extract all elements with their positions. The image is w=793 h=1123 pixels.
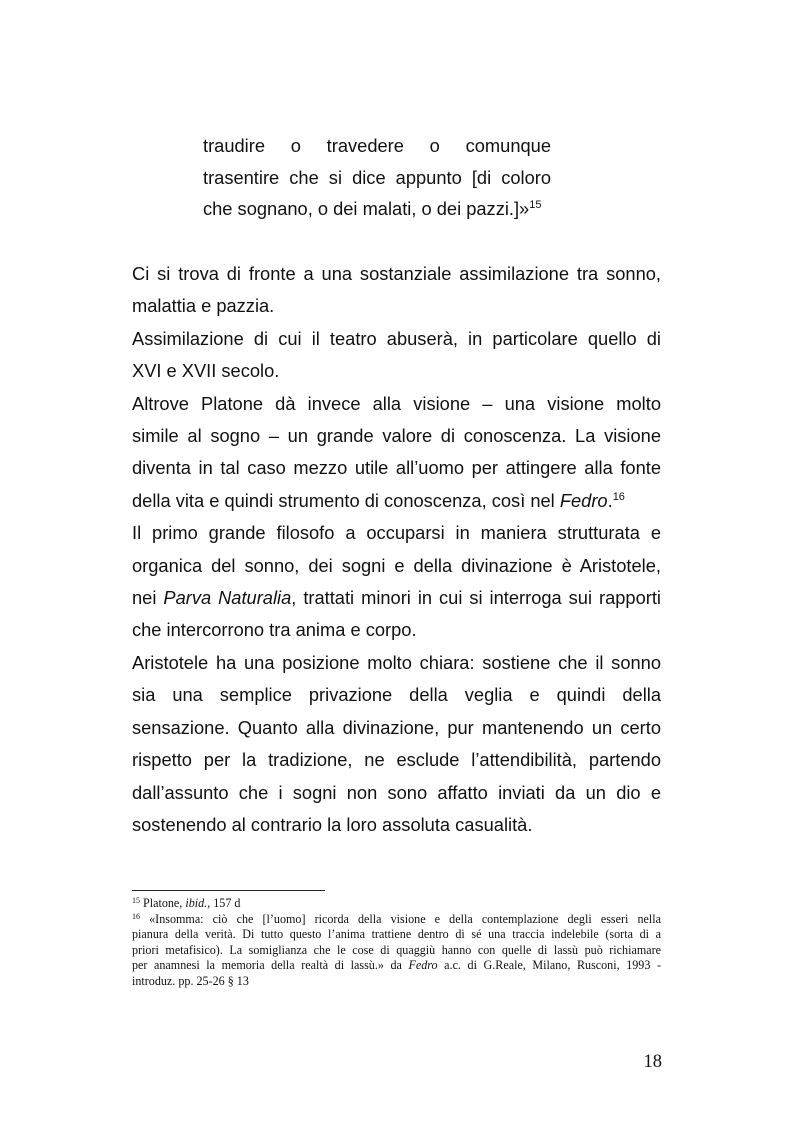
body-text (132, 258, 661, 841)
paragraph-line: Il primo grande filosofo a occuparsi in maniera strutturata e (132, 522, 661, 544)
footnote-16-line: pianura della verità. Di tutto questo l’anima trattiene dentro di sé una traccia indelebile (sorta di a (132, 927, 661, 941)
quote-line: che sognano, o dei malati, o dei pazzi.]»$^{15}$ (203, 198, 542, 219)
paragraph-line: che intercorrono tra anima e corpo. (132, 619, 417, 641)
paragraph-line: Aristotele ha una posizione molto chiara: sostiene che il sonno (132, 651, 661, 673)
work-title-fedro: Fedro (559, 489, 608, 511)
paragraph-line: dall’assunto che i sogni non sono affatto inviati da un dio e (132, 781, 661, 803)
paragraph-line: rispetto per la tradizione, ne esclude l’attendibilità, partendo (132, 749, 661, 771)
footnote-ref-15[interactable]: 15 (529, 199, 542, 211)
footnote-ref-16[interactable]: 16 (612, 490, 625, 503)
quote-line: traudire o travedere o comunque (203, 135, 551, 156)
paragraph-line: Assimilazione di cui il teatro abuserà, in particolare quello di (132, 327, 661, 349)
quote-line: trasentire che si dice appunto [di coloro (203, 166, 551, 188)
page-number: 18 (643, 1052, 662, 1072)
paragraph-line: organica del sonno, dei sogni e della divinazione è Aristotele, (132, 554, 661, 576)
paragraph-line: sostenendo al contrario la loro assoluta casualità. (132, 813, 533, 835)
paragraph-line: XVI e XVII secolo. (132, 360, 280, 382)
paragraph-line: Altrove Platone dà invece alla visione – una visione molto (132, 392, 661, 414)
footnote-16-line: per anamnesi la memoria della realtà di lassù.» da Fedro a.c. di G.Reale, Milano, Rusconi, 1993 - (132, 958, 661, 972)
work-title-parva-naturalia: Parva Naturalia (163, 587, 292, 609)
paragraph-line: della vita e quindi strumento di conoscenza, così nel Fedro.$^{16}$ (132, 489, 625, 511)
paragraph-line: malattia e pazzia. (132, 295, 275, 317)
paragraph-line: diventa in tal caso mezzo utile all’uomo per attingere alla fonte (132, 457, 661, 479)
paragraph-line: sia una semplice privazione della veglia e quindi della (132, 684, 661, 706)
footnote-16-line: priori metafisico). La somiglianza che le cose di quaggiù hanno con quelle di lassù può richiamare (132, 942, 661, 957)
footnote-16-line: $^{16}$ «Insomma: ciò che [l’uomo] ricorda della visione e della contemplazione degli esseri nella (132, 911, 661, 926)
block-quote (203, 130, 551, 225)
footnotes (132, 896, 661, 989)
paragraph-line: nei Parva Naturalia, trattati minori in cui si interroga sui rapporti (132, 587, 661, 609)
paragraph-line: Ci si trova di fronte a una sostanziale assimilazione tra sonno, (132, 263, 661, 284)
footnote-separator (132, 890, 325, 891)
paragraph-line: simile al sogno – un grande valore di conoscenza. La visione (132, 425, 661, 447)
footnote-15: $^{15}$ Platone, ibid., 157 d (132, 896, 241, 910)
footnote-16-line: introduz. pp. 25-26 § 13 (132, 973, 249, 988)
paragraph-line: sensazione. Quanto alla divinazione, pur mantenendo un certo (132, 716, 661, 738)
